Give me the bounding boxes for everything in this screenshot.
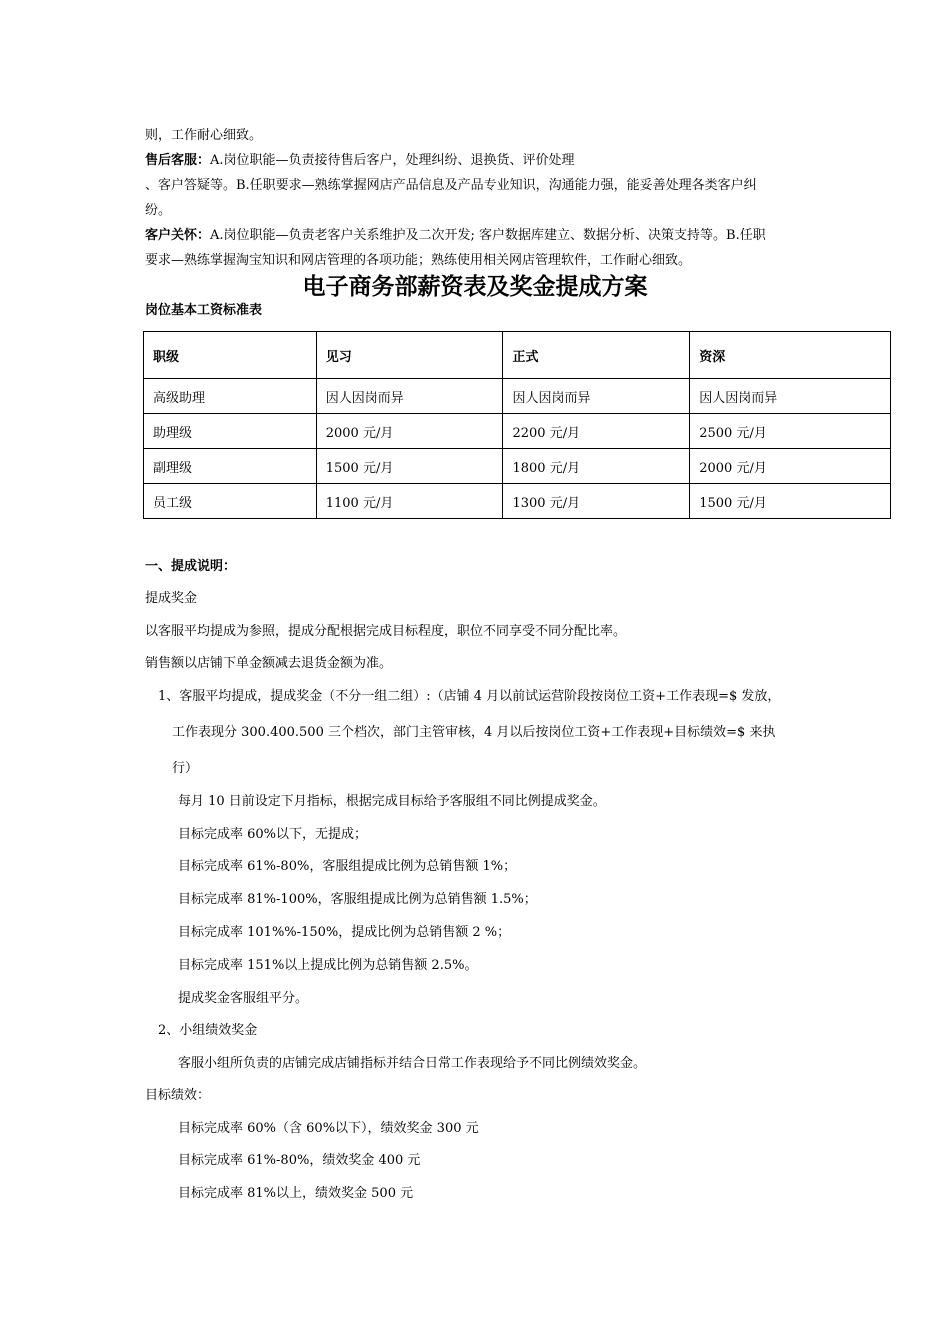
list-item: 目标完成率 81%以上，绩效奖金 500 元 <box>178 1186 414 1201</box>
table-cell: 1500 元/月 <box>316 449 503 484</box>
paragraph: 销售额以店铺下单金额减去退货金额为准。 <box>145 656 393 671</box>
list-item: 目标完成率 60%以下，无提成； <box>178 827 368 842</box>
list-item-1: 1、客服平均提成，提成奖金（不分一组二组）:（店铺 4 月以前试运营阶段按岗位工资+工作表现=$ 发放， <box>158 689 781 704</box>
header-cell: 资深 <box>690 332 891 379</box>
header-cell: 职级 <box>144 332 317 379</box>
table-row <box>144 484 891 519</box>
list-item-2: 2、小组绩效奖金 <box>158 1023 258 1038</box>
list-item: 目标完成率 81%-100%，客服组提成比例为总销售额 1.5%； <box>178 892 537 907</box>
salary-table <box>143 331 891 519</box>
table-cell: 1500 元/月 <box>690 484 891 519</box>
table-cell: 因人因岗而异 <box>690 379 891 414</box>
customer-care-text: A.岗位职能—负责老客户关系维护及二次开发; 客户数据库建立、数据分析、决策支持等。B.任职 <box>210 228 766 243</box>
table-cell: 高级助理 <box>144 379 317 414</box>
after-sales-text: A.岗位职能—负责接待售后客户，处理纠纷、退换货、评价处理 <box>210 153 575 168</box>
table-caption: 岗位基本工资标准表 <box>145 303 263 318</box>
list-item: 目标完成率 101%%-150%，提成比例为总销售额 2 %； <box>178 925 511 940</box>
table-cell: 助理级 <box>144 414 317 449</box>
table-row <box>144 449 891 484</box>
list-item: 每月 10 日前设定下月指标，根据完成目标给予客服组不同比例提成奖金。 <box>178 794 606 809</box>
list-item-1-continued: 行） <box>172 761 199 776</box>
table-cell: 2000 元/月 <box>690 449 891 484</box>
section-heading: 一、提成说明： <box>145 559 237 574</box>
list-item: 目标完成率 60%（含 60%以下），绩效奖金 300 元 <box>178 1121 479 1136</box>
page-title: 电子商务部薪资表及奖金提成方案 <box>302 274 648 300</box>
table-header-row <box>144 332 891 379</box>
table-cell: 1100 元/月 <box>316 484 503 519</box>
after-sales-line: 纷。 <box>145 203 172 218</box>
table-cell: 2500 元/月 <box>690 414 891 449</box>
paragraph: 客服小组所负责的店铺完成店铺指标并结合日常工作表现给予不同比例绩效奖金。 <box>178 1056 647 1071</box>
table-cell: 因人因岗而异 <box>503 379 690 414</box>
list-item: 目标完成率 61%-80%，客服组提成比例为总销售额 1%； <box>178 859 517 874</box>
list-item-1-continued: 工作表现分 300.400.500 三个档次，部门主管审核，4 月以后按岗位工资+工作表现+目标绩效=$ 来执 <box>172 725 776 740</box>
header-cell: 见习 <box>316 332 503 379</box>
customer-care-paragraph <box>145 227 766 245</box>
customer-care-line: 要求—熟练掌握淘宝知识和网店管理的各项功能；熟练使用相关网店管理软件，工作耐心细致。 <box>145 253 692 268</box>
table-cell: 因人因岗而异 <box>316 379 503 414</box>
table-row <box>144 414 891 449</box>
table-row <box>144 379 891 414</box>
table-cell: 副理级 <box>144 449 317 484</box>
paragraph: 以客服平均提成为参照，提成分配根据完成目标程度，职位不同享受不同分配比率。 <box>145 624 627 639</box>
table-cell: 1300 元/月 <box>503 484 690 519</box>
after-sales-line: 、客户答疑等。B.任职要求—熟练掌握网店产品信息及产品专业知识，沟通能力强，能妥善处理各类客户纠 <box>145 178 757 193</box>
intro-line: 则，工作耐心细致。 <box>145 128 263 143</box>
target-label: 目标绩效： <box>145 1088 211 1103</box>
table-cell: 2000 元/月 <box>316 414 503 449</box>
paragraph: 提成奖金 <box>145 591 198 606</box>
list-item: 提成奖金客服组平分。 <box>178 991 309 1006</box>
table-cell: 2200 元/月 <box>503 414 690 449</box>
table-cell: 1800 元/月 <box>503 449 690 484</box>
after-sales-label: 售后客服： <box>145 153 211 168</box>
list-item: 目标完成率 151%以上提成比例为总销售额 2.5%。 <box>178 958 478 973</box>
list-item: 目标完成率 61%-80%，绩效奖金 400 元 <box>178 1153 421 1168</box>
after-sales-paragraph <box>145 152 575 170</box>
header-cell: 正式 <box>503 332 690 379</box>
customer-care-label: 客户关怀： <box>145 228 211 243</box>
table-cell: 员工级 <box>144 484 317 519</box>
